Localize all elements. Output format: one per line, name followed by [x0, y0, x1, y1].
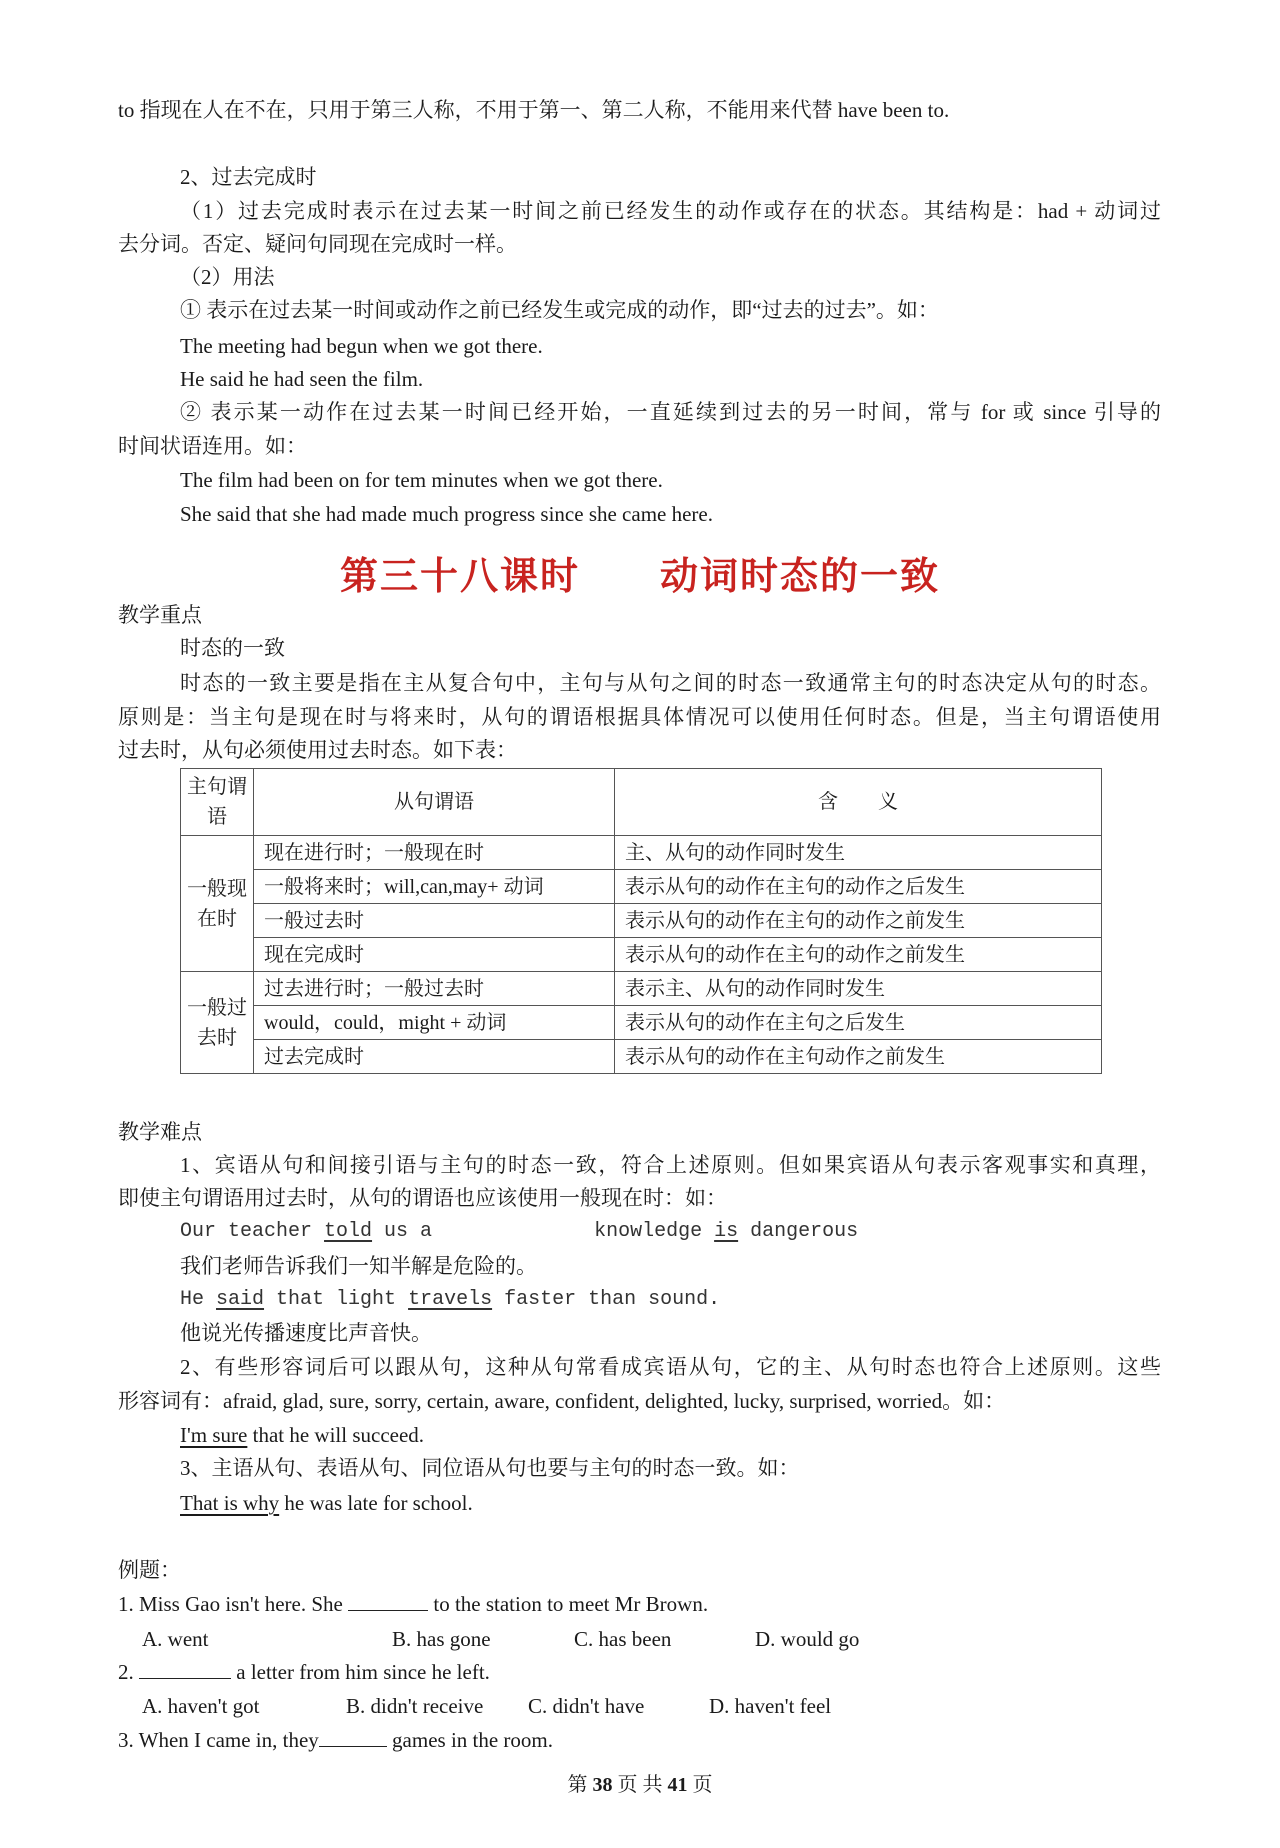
meaning-cell: 表示从句的动作在主句的动作之后发生	[615, 870, 1102, 904]
translation: 我们老师告诉我们一知半解是危险的。	[180, 1254, 537, 1278]
paragraph: ① 表示在过去某一时间或动作之前已经发生或完成的动作，即“过去的过去”。如：	[180, 298, 939, 322]
subheading: 时态的一致	[180, 636, 285, 660]
clause-cell: 一般将来时；will,can,may+ 动词	[254, 870, 615, 904]
question-3	[118, 1726, 553, 1754]
table-row	[181, 972, 1102, 1006]
text: us a	[372, 1220, 445, 1243]
clause-cell: 一般过去时	[254, 904, 615, 938]
paragraph: ② 表示某一动作在过去某一时间已经开始，一直延续到过去的另一时间，常与 for 或 since 引导的	[180, 400, 1161, 424]
text: he was late for school.	[279, 1491, 473, 1515]
paragraph: 原则是：当主句是现在时与将来时，从句的谓语根据具体情况可以使用任何时态。但是，当主句谓语使用	[118, 705, 1161, 729]
underlined-phrase: I'm sure	[180, 1423, 248, 1447]
subheading: （2）用法	[180, 265, 275, 289]
table-row	[181, 904, 1102, 938]
underlined-word: travels	[408, 1288, 493, 1311]
meaning-cell: 表示从句的动作在主句之后发生	[615, 1006, 1102, 1040]
text: He	[180, 1288, 217, 1311]
answer-blank	[139, 1658, 231, 1679]
table-row	[181, 870, 1102, 904]
footer-text: 第	[567, 1774, 588, 1796]
clause-cell: 现在进行时；一般现在时	[254, 836, 615, 870]
example-sentence: The film had been on for tem minutes when we got there.	[180, 468, 663, 492]
question-text: games in the room.	[386, 1728, 554, 1752]
paragraph: 3、主语从句、表语从句、同位语从句也要与主句的时态一致。如：	[180, 1456, 800, 1480]
lesson-title	[0, 545, 1280, 600]
question-text: 3. When I came in, they	[118, 1728, 319, 1752]
example-sentence	[180, 1421, 424, 1449]
table-row	[181, 1006, 1102, 1040]
option: B. didn't receive	[346, 1694, 484, 1718]
example-sentence	[180, 1218, 858, 1246]
translation: 他说光传播速度比声音快。	[180, 1321, 432, 1345]
group-label: 一般现在时	[181, 836, 254, 972]
text: faster than sound.	[492, 1288, 721, 1311]
table-row	[181, 938, 1102, 972]
section-heading: 2、过去完成时	[180, 165, 317, 189]
meaning-cell: 表示主、从句的动作同时发生	[615, 972, 1102, 1006]
question-text: to the station to meet Mr Brown.	[428, 1592, 709, 1616]
paragraph: 时间状语连用。如：	[118, 434, 307, 458]
footer-text: 页 共	[617, 1774, 663, 1796]
example-sentence	[180, 1489, 473, 1517]
page-footer	[0, 1768, 1280, 1797]
question-text: 2.	[118, 1660, 139, 1684]
example-sentence: She said that she had made much progress since she came here.	[180, 502, 713, 526]
footer-text: 页	[692, 1774, 713, 1796]
underlined-word: told	[324, 1220, 373, 1243]
option: A. haven't got	[142, 1694, 260, 1718]
meaning-cell: 表示从句的动作在主句的动作之前发生	[615, 938, 1102, 972]
header-meaning: 含 义	[615, 769, 1102, 836]
text: that light	[264, 1288, 409, 1311]
group-label: 一般过去时	[181, 972, 254, 1074]
clause-cell: 现在完成时	[254, 938, 615, 972]
header-clause-predicate: 从句谓语	[254, 769, 615, 836]
key-points-heading: 教学重点	[118, 603, 202, 627]
lesson-number: 第三十八课时	[339, 556, 580, 598]
paragraph: 去分词。否定、疑问句同现在完成时一样。	[118, 232, 517, 256]
clause-cell: 过去完成时	[254, 1040, 615, 1074]
page-total: 41	[667, 1774, 688, 1796]
lesson-topic: 动词时态的一致	[660, 556, 941, 598]
answer-blank	[319, 1726, 387, 1747]
paragraph: 时态的一致主要是指在主从复合句中，主句与从句之间的时态一致通常主句的时态决定从句的时态。	[180, 671, 1161, 695]
paragraph: 形容词有：afraid, glad, sure, sorry, certain, aware, confident, delighted, lucky, surprised, worried。如：	[118, 1389, 1006, 1413]
meaning-cell: 表示从句的动作在主句的动作之前发生	[615, 904, 1102, 938]
tense-agreement-table	[180, 768, 1102, 1074]
difficulties-heading: 教学难点	[118, 1120, 202, 1144]
example-sentence: The meeting had begun when we got there.	[180, 334, 543, 358]
option: A. went	[142, 1627, 209, 1651]
text: that he will succeed.	[247, 1423, 425, 1447]
question-text: a letter from him since he left.	[231, 1660, 490, 1684]
option: D. would go	[755, 1627, 860, 1651]
text-line: to 指现在人在不在，只用于第三人称，不用于第一、第二人称，不能用来代替 have been to.	[118, 98, 950, 122]
paragraph: 即使主句谓语用过去时，从句的谓语也应该使用一般现在时：如：	[118, 1186, 727, 1210]
paragraph: （1）过去完成时表示在过去某一时间之前已经发生的动作或存在的状态。其结构是：had + 动词过	[180, 199, 1161, 223]
underlined-word: said	[216, 1288, 265, 1311]
paragraph: 2、有些形容词后可以跟从句，这种从句常看成宾语从句，它的主、从句时态也符合上述原则。这些	[180, 1355, 1161, 1379]
exercises-heading: 例题：	[118, 1558, 181, 1582]
table-row	[181, 1040, 1102, 1074]
table-row	[181, 836, 1102, 870]
clause-cell: 过去进行时；一般过去时	[254, 972, 615, 1006]
table-header-row	[181, 769, 1102, 836]
page-number: 38	[592, 1774, 613, 1796]
paragraph: 过去时，从句必须使用过去时态。如下表：	[118, 738, 517, 762]
text: Our teacher	[180, 1220, 325, 1243]
underlined-word: is	[714, 1220, 739, 1243]
clause-cell: would，could，might + 动词	[254, 1006, 615, 1040]
meaning-cell: 表示从句的动作在主句动作之前发生	[615, 1040, 1102, 1074]
answer-blank	[348, 1590, 428, 1611]
text: dangerous	[738, 1220, 859, 1243]
header-main-predicate: 主句谓语	[181, 769, 254, 836]
text: knowledge	[594, 1220, 715, 1243]
question-1	[118, 1590, 708, 1618]
option: B. has gone	[392, 1627, 491, 1651]
option: C. has been	[574, 1627, 672, 1651]
underlined-phrase: That is why	[180, 1491, 280, 1515]
option: C. didn't have	[528, 1694, 645, 1718]
meaning-cell: 主、从句的动作同时发生	[615, 836, 1102, 870]
paragraph: 1、宾语从句和间接引语与主句的时态一致，符合上述原则。但如果宾语从句表示客观事实和真理，	[180, 1153, 1161, 1177]
example-sentence: He said he had seen the film.	[180, 367, 424, 391]
option: D. haven't feel	[709, 1694, 832, 1718]
example-sentence	[180, 1286, 720, 1314]
question-2	[118, 1658, 490, 1686]
question-text: 1. Miss Gao isn't here. She	[118, 1592, 349, 1616]
